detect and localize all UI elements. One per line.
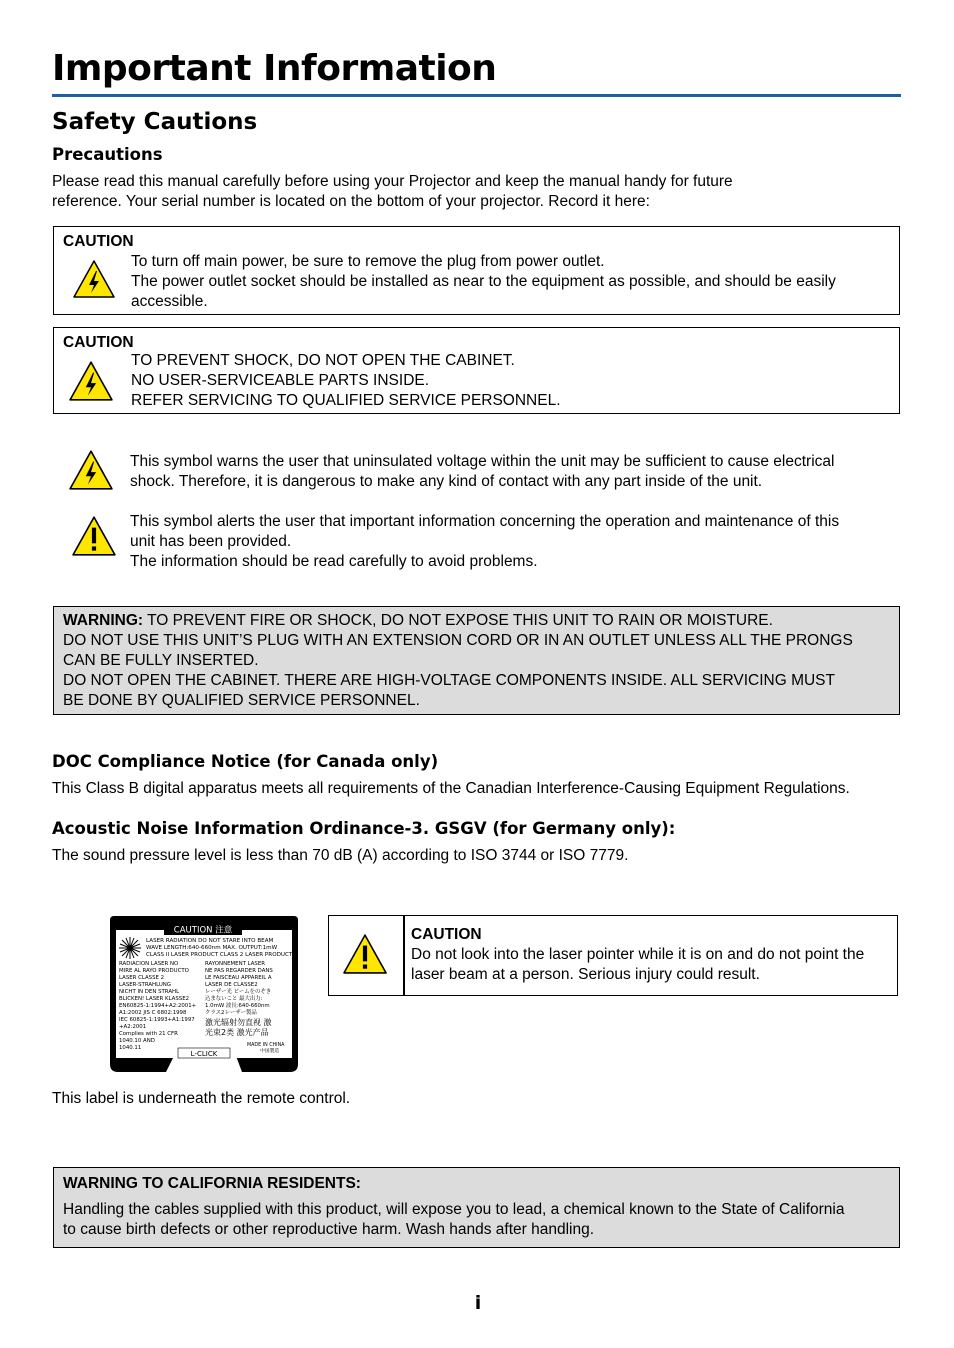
caution-box-cabinet [53, 327, 900, 414]
caution-label: CAUTION [63, 334, 134, 351]
warning-text-3: CAN BE FULLY INSERTED. [63, 652, 259, 669]
attention-symbol-line-2: unit has been provided. [130, 533, 292, 550]
california-text-1: Handling the cables supplied with this product, will expose you to lead, a chemical known to the State of California [63, 1201, 845, 1218]
warning-box [53, 606, 900, 715]
electric-shock-warning-icon [68, 360, 114, 402]
shock-symbol-line-2: shock. Therefore, it is dangerous to make any kind of contact with any part inside of the unit. [130, 473, 763, 490]
caution-text-1: TO PREVENT SHOCK, DO NOT OPEN THE CABINET. [131, 352, 515, 369]
warning-text-5: BE DONE BY QUALIFIED SERVICE PERSONNEL. [63, 692, 420, 709]
label-location-note: This label is underneath the remote control. [52, 1090, 351, 1107]
precautions-line-1: Please read this manual carefully before using your Projector and keep the manual handy for future [52, 173, 733, 190]
acoustic-noise-text: The sound pressure level is less than 70 dB (A) according to ISO 3744 or ISO 7779. [52, 847, 629, 864]
laser-label-right-line: RAYONNEMENT LASER [205, 961, 265, 967]
attention-symbol-line-1: This symbol alerts the user that important information concerning the operation and maintenance of this [130, 513, 840, 530]
laser-label-left-line: EN60825-1:1994+A2:2001+ [119, 1003, 197, 1009]
doc-compliance-text: This Class B digital apparatus meets all requirements of the Canadian Interference-Causing Equipment Regulations. [52, 780, 850, 797]
acoustic-noise-heading: Acoustic Noise Information Ordinance-3. GSGV (for Germany only): [52, 819, 676, 838]
shock-symbol-line-1: This symbol warns the user that uninsulated voltage within the unit may be sufficient to cause electrical [130, 453, 835, 470]
electric-shock-warning-icon [68, 449, 114, 491]
laser-label-left-line: LASER CLASSE 2 [119, 975, 165, 981]
laser-label-header: CAUTION 注意 [173, 925, 233, 936]
electric-shock-warning-icon [72, 259, 116, 299]
laser-label-left-line: NICHT IN DEN STRAHL [119, 989, 180, 995]
caution-label: CAUTION [63, 233, 134, 250]
laser-label-top-lines [146, 938, 293, 958]
doc-compliance-heading: DOC Compliance Notice (for Canada only) [52, 752, 439, 771]
exclamation-warning-icon [71, 515, 117, 557]
laser-label-tab: L-CLICK [190, 1050, 218, 1058]
california-text-2: to cause birth defects or other reproductive harm. Wash hands after handling. [63, 1221, 595, 1238]
laser-label-right-line: レーザー光 ビームをのぞき [205, 989, 272, 995]
laser-label-top-line: CLASS II LASER PRODUCT CLASS 2 LASER PRODUCT [146, 952, 293, 958]
laser-label-right-line: 光束2类 激光产品 [205, 1028, 269, 1037]
warning-text-1: TO PREVENT FIRE OR SHOCK, DO NOT EXPOSE THIS UNIT TO RAIN OR MOISTURE. [143, 612, 773, 629]
laser-caution-box [328, 915, 898, 996]
table-divider [403, 916, 405, 995]
title-divider [52, 94, 901, 97]
caution-text-3: accessible. [131, 293, 208, 310]
laser-label-right-line: MADE IN CHINA [247, 1043, 285, 1048]
laser-caution-line-1: Do not look into the laser pointer while it is on and do not point the [411, 946, 865, 963]
caution-text-1: To turn off main power, be sure to remove the plug from power outlet. [131, 253, 605, 270]
precautions-line-2: reference. Your serial number is located on the bottom of your projector. Record it here: [52, 193, 650, 210]
laser-label-right-line: NE PAS REGARDER DANS [205, 968, 273, 974]
california-warning-box [53, 1167, 900, 1248]
laser-caution-line-2: laser beam at a person. Serious injury could result. [411, 966, 760, 983]
laser-label-right-line: LE FAISCEAU APPAREIL A [205, 975, 272, 981]
laser-label-top-line: LASER RADIATION DO NOT STARE INTO BEAM [146, 938, 274, 944]
page-number: i [474, 1292, 482, 1314]
laser-label-left-line: IEC 60825-1:1993+A1:1997 [119, 1017, 195, 1023]
warning-line-1 [63, 611, 773, 631]
caution-text-2: The power outlet socket should be installed as near to the equipment as possible, and should be easily [131, 273, 836, 290]
precautions-heading: Precautions [52, 145, 163, 164]
warning-text-4: DO NOT OPEN THE CABINET. THERE ARE HIGH-VOLTAGE COMPONENTS INSIDE. ALL SERVICING MUST [63, 672, 835, 689]
laser-starburst-icon [119, 937, 141, 959]
laser-label-left-line: +A2:2001 [119, 1024, 147, 1030]
shock-symbol-description [130, 452, 901, 492]
laser-warning-label-image [108, 914, 300, 1076]
laser-caution-text [411, 945, 889, 985]
laser-label-right-line: 中国製造 [260, 1049, 280, 1054]
california-heading: WARNING TO CALIFORNIA RESIDENTS: [63, 1175, 361, 1192]
laser-label-left-line: BLICKEN! LASER KLASSE2 [119, 996, 190, 1002]
laser-label-right-line: 激光辐射勿直视 激 [205, 1018, 272, 1027]
laser-label-right-line: 込まないこと 最大出力: [205, 996, 263, 1002]
laser-label-top-line: WAVE LENGTH:640-660nm MAX. OUTPUT:1mW [146, 945, 278, 951]
laser-label-right-line: クラス2レーザー製品 [205, 1010, 257, 1016]
laser-label-left-line: LASER-STRAHLUNG [119, 982, 171, 988]
caution-label: CAUTION [411, 926, 482, 943]
caution-text-3: REFER SERVICING TO QUALIFIED SERVICE PERSONNEL. [131, 392, 561, 409]
caution-text-2: NO USER-SERVICEABLE PARTS INSIDE. [131, 372, 430, 389]
laser-label-right-line: LASER DE CLASSE2 [205, 982, 258, 988]
caution-box-power [53, 226, 900, 315]
attention-symbol-line-3: The information should be read carefully to avoid problems. [130, 553, 538, 570]
laser-label-right-line: 1.0mW 波長:640-660nm [205, 1003, 270, 1009]
laser-label-left-line: MIRE AL RAYO PRODUCTO [119, 968, 189, 974]
section-title: Safety Cautions [52, 109, 258, 135]
warning-text-2: DO NOT USE THIS UNIT’S PLUG WITH AN EXTENSION CORD OR IN AN OUTLET UNLESS ALL THE PRONGS [63, 632, 853, 649]
attention-symbol-description [130, 512, 901, 572]
laser-label-left-line: 1040.10 AND [119, 1038, 155, 1044]
laser-label-left-line: A1:2002 JIS C 6802:1998 [119, 1010, 187, 1016]
exclamation-warning-icon [341, 933, 389, 975]
laser-label-left-line: Complies with 21 CFR [119, 1031, 178, 1037]
laser-label-left-line: RADIACION LASER NO [119, 961, 179, 967]
page-title: Important Information [52, 48, 497, 89]
laser-label-left-line: 1040.11 [119, 1045, 142, 1051]
warning-label: WARNING: [63, 612, 144, 629]
